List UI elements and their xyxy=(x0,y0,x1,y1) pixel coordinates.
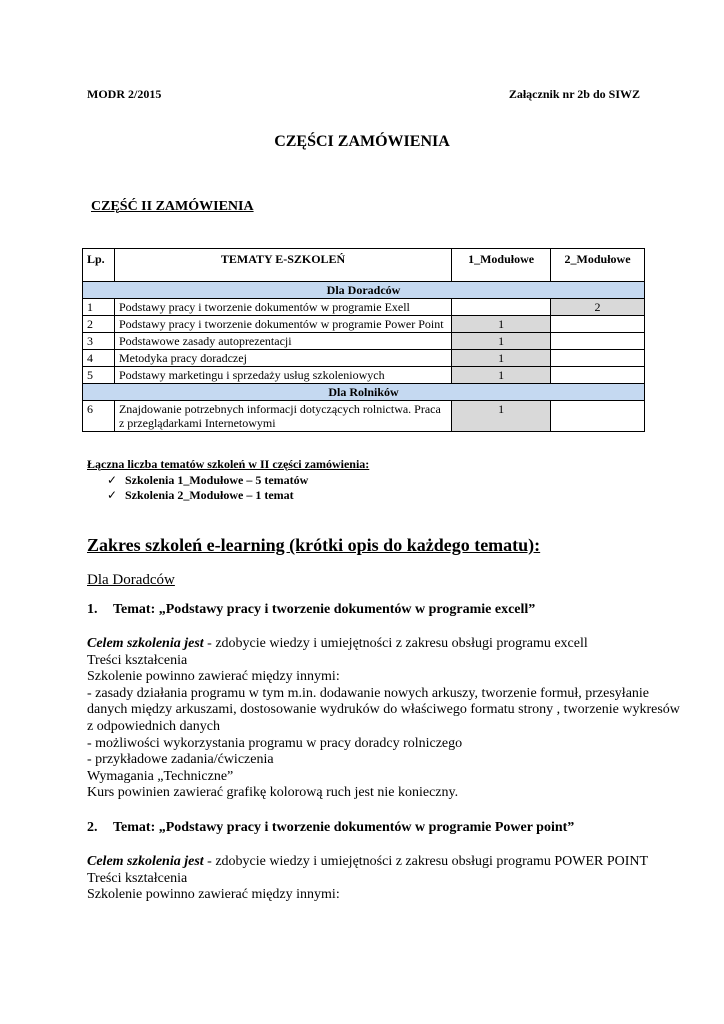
row-lp: 2 xyxy=(83,316,115,333)
topic-number: 1. xyxy=(87,602,98,617)
summary-title: Łączna liczba tematów szkoleń w II części zamówienia: xyxy=(87,457,370,471)
table-row xyxy=(83,333,645,350)
description-line: Treści kształcenia xyxy=(87,652,188,668)
topic-2-heading xyxy=(87,820,574,836)
header-module-1: 1_Modułowe xyxy=(452,249,551,282)
row-module-1: 1 xyxy=(452,316,551,333)
table-row xyxy=(83,316,645,333)
table-row xyxy=(83,367,645,384)
advisors-heading: Dla Doradców xyxy=(87,572,175,588)
row-module-2 xyxy=(551,367,645,384)
checkmark-icon: ✓ xyxy=(107,473,118,487)
list-item xyxy=(107,473,369,488)
row-module-2 xyxy=(551,350,645,367)
row-topic: Podstawy pracy i tworzenie dokumentów w programie Power Point xyxy=(114,316,451,333)
summary-item-label: Szkolenia 1_Modułowe – 5 tematów xyxy=(125,473,309,487)
summary-list xyxy=(87,473,369,503)
checkmark-icon: ✓ xyxy=(107,488,118,502)
group-row-advisors xyxy=(83,282,645,299)
description-line: Szkolenie powinno zawierać między innymi: xyxy=(87,887,340,903)
description-line: Szkolenie powinno zawierać między innymi: xyxy=(87,669,340,685)
goal-lead: Celem szkolenia jest xyxy=(87,636,204,651)
row-topic: Podstawowe zasady autoprezentacji xyxy=(114,333,451,350)
header-lp: Lp. xyxy=(83,249,115,282)
description-line: Wymagania „Techniczne” xyxy=(87,768,234,784)
topic-number: 2. xyxy=(87,820,98,835)
group-row-farmers xyxy=(83,384,645,401)
row-lp: 6 xyxy=(83,401,115,432)
row-lp: 4 xyxy=(83,350,115,367)
description-line: - zasady działania programu w tym m.in. dodawanie nowych arkuszy, tworzenie formuł, przesyłanie danych między arkuszami, dostosowanie wydruków do właściwego formatu strony , tworzenie wykresów z odpowiednich danych xyxy=(87,685,680,734)
topic-2-description xyxy=(87,854,687,904)
row-module-2 xyxy=(551,333,645,350)
attachment-label: Załącznik nr 2b do SIWZ xyxy=(508,87,640,101)
scope-title: Zakres szkoleń e-learning (krótki opis do każdego tematu): xyxy=(87,535,541,555)
row-module-1 xyxy=(452,299,551,316)
topics-table xyxy=(82,248,645,432)
topic-title: Temat: „Podstawy pracy i tworzenie dokumentów w programie Power point” xyxy=(113,820,575,835)
header-topics: TEMATY E-SZKOLEŃ xyxy=(114,249,451,282)
row-module-1: 1 xyxy=(452,350,551,367)
row-module-1: 1 xyxy=(452,333,551,350)
description-line: Kurs powinien zawierać grafikę kolorową ruch jest nie konieczny. xyxy=(87,785,459,801)
row-lp: 1 xyxy=(83,299,115,316)
row-module-1: 1 xyxy=(452,367,551,384)
group-label: Dla Rolników xyxy=(83,384,645,401)
topic-1-heading xyxy=(87,602,535,618)
row-lp: 5 xyxy=(83,367,115,384)
topic-1-description xyxy=(87,636,687,802)
goal-lead: Celem szkolenia jest xyxy=(87,854,204,869)
description-line: - możliwości wykorzystania programu w pracy doradcy rolniczego xyxy=(87,735,463,751)
topics-summary xyxy=(87,457,369,503)
goal-text: - zdobycie wiedzy i umiejętności z zakresu obsługi programu POWER POINT xyxy=(203,854,649,869)
row-module-1: 1 xyxy=(452,401,551,432)
description-line: Treści kształcenia xyxy=(87,870,188,886)
row-module-2: 2 xyxy=(551,299,645,316)
group-label: Dla Doradców xyxy=(83,282,645,299)
row-module-2 xyxy=(551,401,645,432)
table-header-row xyxy=(83,249,645,282)
table-row xyxy=(83,350,645,367)
goal-line xyxy=(87,854,687,871)
summary-item-label: Szkolenia 2_Modułowe – 1 temat xyxy=(125,488,294,502)
table-row xyxy=(83,401,645,432)
header-module-2: 2_Modułowe xyxy=(551,249,645,282)
goal-text: - zdobycie wiedzy i umiejętności z zakresu obsługi programu excell xyxy=(203,636,588,651)
row-topic: Podstawy pracy i tworzenie dokumentów w programie Exell xyxy=(114,299,451,316)
document-title: CZĘŚCI ZAMÓWIENIA xyxy=(274,133,450,150)
row-topic: Podstawy marketingu i sprzedaży usług szkoleniowych xyxy=(114,367,451,384)
table-row xyxy=(83,299,645,316)
document-reference: MODR 2/2015 xyxy=(87,87,162,101)
row-module-2 xyxy=(551,316,645,333)
goal-line xyxy=(87,636,687,653)
row-topic: Znajdowanie potrzebnych informacji dotyczących rolnictwa. Praca z przeglądarkami Internetowymi xyxy=(114,401,451,432)
row-topic: Metodyka pracy doradczej xyxy=(114,350,451,367)
row-lp: 3 xyxy=(83,333,115,350)
topic-title: Temat: „Podstawy pracy i tworzenie dokumentów w programie excell” xyxy=(113,602,536,617)
list-item xyxy=(107,488,369,503)
description-line: - przykładowe zadania/ćwiczenia xyxy=(87,752,274,768)
section-title: CZĘŚĆ II ZAMÓWIENIA xyxy=(91,199,254,214)
